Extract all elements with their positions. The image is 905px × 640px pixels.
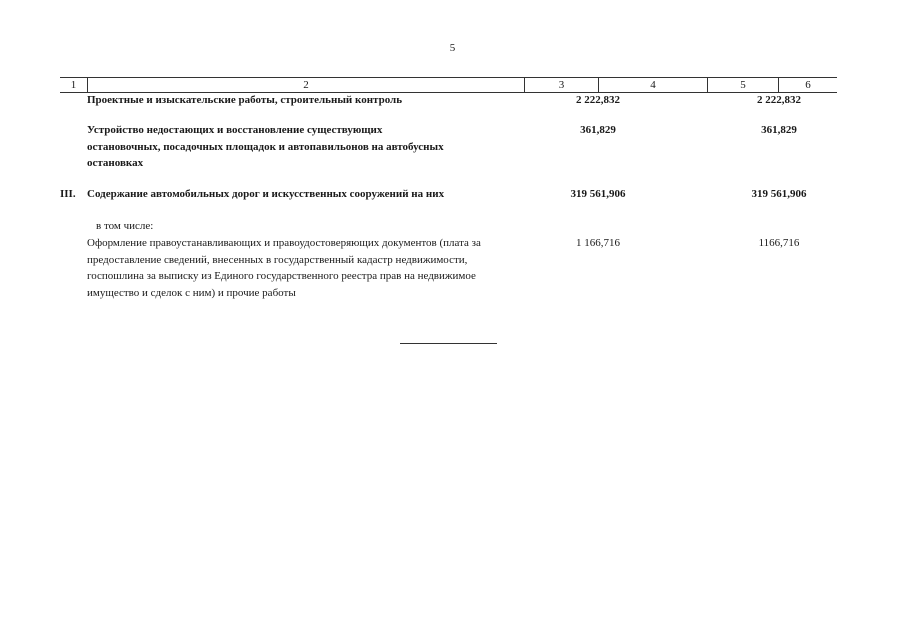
budget-table	[60, 77, 837, 93]
end-of-page-divider	[400, 343, 497, 344]
page-number: 5	[449, 42, 456, 54]
header-col-1: 1	[70, 79, 77, 91]
row-description: Содержание автомобильных дорог и искусственных сооружений на них	[87, 188, 445, 200]
header-col-3: 3	[524, 78, 598, 92]
row-col6-value: 2 222,832	[757, 94, 801, 106]
row-col4-value: 319 561,906	[570, 188, 626, 200]
row-col6-value: 361,829	[761, 124, 797, 136]
header-col-4: 4	[598, 78, 707, 92]
row-col4-value: 361,829	[580, 124, 616, 136]
row-description: Проектные и изыскательские работы, строительный контроль	[87, 94, 403, 106]
table-header-row	[60, 77, 837, 93]
header-col-2: 2	[87, 78, 524, 92]
row-col4-value: 1 166,716	[576, 237, 620, 249]
row-description: Устройство недостающих и восстановление существующих остановочных, посадочных площадок и автопавильонов на автобусных остановках	[87, 124, 444, 169]
row-description: в том числе:	[96, 220, 154, 232]
row-description: Оформление правоустанавливающих и правоудостоверяющих документов (плата за предоставление сведений, внесенных в государственный кадастр недвижимости, госпошлина за выписку из Единого государственного реестра прав на недвижимое имущество и сделок с ним) и прочие работы	[87, 237, 481, 299]
row-col6-value: 319 561,906	[751, 188, 807, 200]
header-col-6: 6	[778, 78, 837, 92]
row-col4-value: 2 222,832	[576, 94, 620, 106]
header-col-5: 5	[707, 78, 778, 92]
row-number: III.	[60, 188, 76, 200]
row-col6-value: 1166,716	[758, 237, 800, 249]
